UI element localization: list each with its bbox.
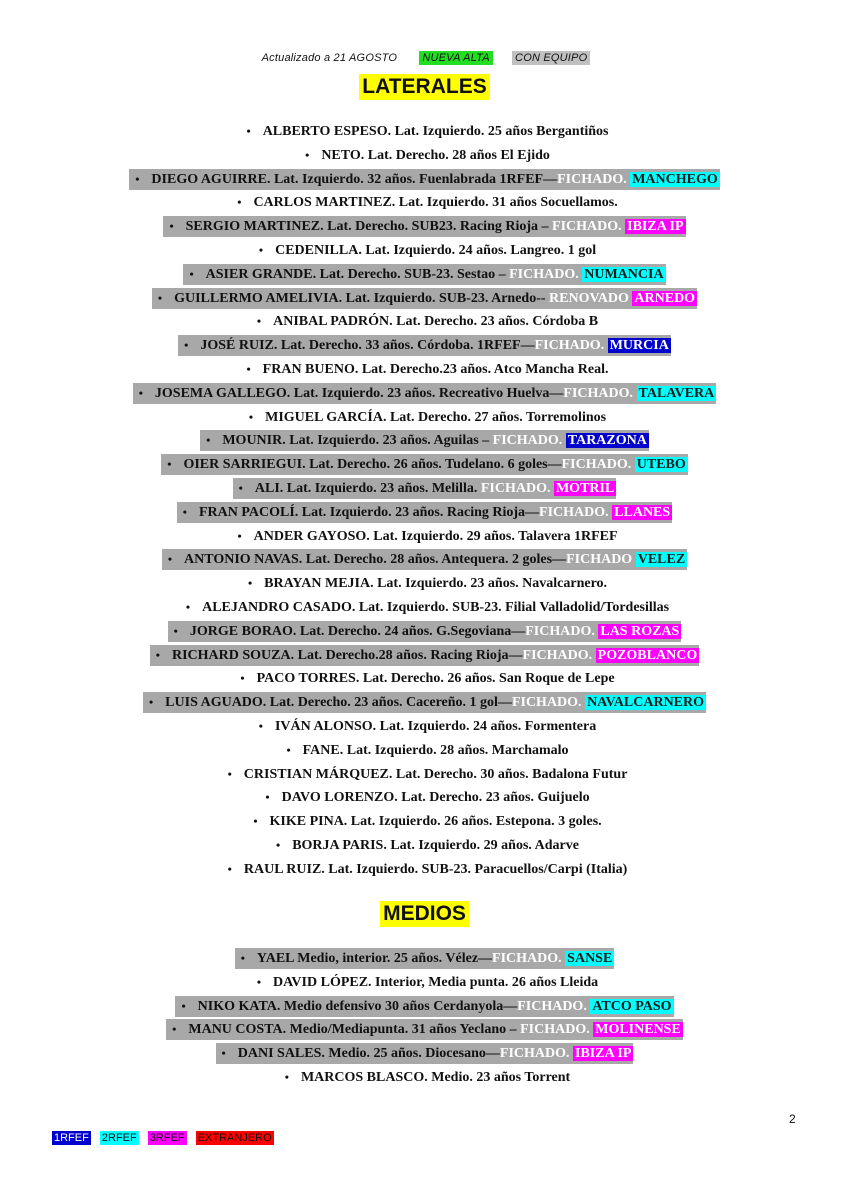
player-entry	[222, 859, 628, 880]
bullet-icon: •	[240, 951, 245, 965]
player-entry	[183, 264, 665, 285]
section-title-medios	[0, 901, 849, 927]
bullet-icon: •	[253, 814, 258, 829]
player-row	[0, 644, 849, 668]
player-entry	[175, 996, 673, 1017]
player-row	[0, 168, 849, 192]
player-entry	[129, 169, 720, 190]
player-row	[0, 667, 849, 691]
player-row	[0, 215, 849, 239]
player-text: ALBERTO ESPESO. Lat. Izquierdo. 25 años Bergantiños	[262, 124, 609, 139]
bullet-icon: •	[155, 647, 160, 662]
player-row	[0, 947, 849, 971]
player-text: FRAN BUENO. Lat. Derecho.23 años. Atco Mancha Real.	[262, 361, 609, 377]
player-row	[0, 971, 849, 995]
signing-status: FICHADO.	[552, 219, 622, 235]
player-row	[0, 382, 849, 406]
player-text: NIKO KATA. Medio defensivo 30 años Cerdanyola—	[197, 998, 518, 1014]
bullet-icon: •	[246, 361, 251, 376]
player-text: NETO. Lat. Derecho. 28 años El Ejido	[321, 147, 550, 163]
new-team-tag: LLANES	[614, 504, 671, 520]
player-row	[0, 572, 849, 596]
player-text: MIGUEL GARCÍA. Lat. Derecho. 27 años. Torremolinos	[265, 409, 607, 425]
player-entry	[234, 668, 614, 689]
player-row	[0, 453, 849, 477]
player-row	[0, 858, 849, 882]
player-entry	[279, 1067, 570, 1088]
legend-1rfef: 1RFEF	[54, 1132, 89, 1144]
bullet-icon: •	[256, 974, 262, 989]
bullet-icon: •	[185, 599, 191, 614]
player-entry	[233, 478, 617, 499]
player-entry	[200, 430, 649, 451]
player-text: DAVID LÓPEZ. Interior, Media punta. 26 años Lleida	[273, 974, 599, 990]
new-team-tag: MOLINENSE	[595, 1022, 681, 1038]
player-entry	[251, 972, 598, 993]
player-text: MANU COSTA. Medio/Mediapunta. 31 años Yeclano –	[188, 1022, 521, 1038]
player-text: DAVO LORENZO. Lat. Derecho. 23 años. Guijuelo	[281, 790, 590, 806]
player-text: MARCOS BLASCO. Medio. 23 años Torrent	[300, 1069, 571, 1085]
player-text: ANDER GAYOSO. Lat. Izquierdo. 29 años. Talavera 1RFEF	[253, 528, 618, 544]
signing-status: FICHADO.	[563, 385, 634, 401]
bullet-icon: •	[173, 623, 178, 638]
bullet-icon: •	[248, 409, 254, 424]
new-team-tag: TARAZONA	[567, 433, 647, 449]
new-team-tag: VELEZ	[637, 552, 686, 568]
player-row	[0, 1018, 849, 1042]
player-text: RICHARD SOUZA. Lat. Derecho.28 años. Racing Rioja—	[171, 647, 523, 663]
page-number: 2	[789, 1112, 796, 1126]
player-entry	[240, 121, 608, 142]
player-row	[0, 120, 849, 144]
section-title-laterales	[0, 74, 849, 100]
signing-status: FICHADO.	[492, 433, 563, 449]
bullet-icon: •	[238, 480, 243, 495]
signing-status: FICHADO.	[520, 1022, 590, 1038]
signing-status: FICHADO.	[539, 504, 609, 520]
player-row	[0, 995, 849, 1019]
player-entry	[222, 764, 628, 785]
player-entry	[166, 1019, 683, 1040]
player-entry	[270, 835, 579, 856]
nueva-alta-badge: NUEVA ALTA	[419, 51, 492, 65]
updated-label: Actualizado a 21 AGOSTO	[261, 52, 398, 64]
bullet-icon: •	[167, 457, 172, 472]
medios-heading: MEDIOS	[380, 901, 469, 927]
bullet-icon: •	[237, 528, 242, 543]
signing-status: FICHADO.	[557, 171, 627, 187]
player-row	[0, 334, 849, 358]
player-entry	[253, 240, 596, 261]
signing-status: FICHADO.	[522, 647, 593, 663]
player-entry	[150, 645, 699, 666]
medios-list	[0, 947, 849, 1090]
legend-3rfef: 3RFEF	[149, 1132, 185, 1144]
player-text: CEDENILLA. Lat. Izquierdo. 24 años. Langreo. 1 gol	[275, 242, 597, 258]
new-team-tag: NUMANCIA	[584, 266, 664, 282]
player-text: ANIBAL PADRÓN. Lat. Derecho. 23 años. Córdoba B	[273, 314, 599, 330]
player-row	[0, 620, 849, 644]
player-text: GUILLERMO AMELIVIA. Lat. Izquierdo. SUB-23. Arnedo--	[174, 290, 550, 306]
player-entry	[240, 359, 608, 380]
player-text: FANE. Lat. Izquierdo. 28 años. Marchamalo	[302, 742, 569, 758]
player-row	[0, 548, 849, 572]
player-entry	[161, 454, 688, 475]
player-text: KIKE PINA. Lat. Izquierdo. 26 años. Estepona. 3 goles.	[269, 814, 602, 830]
bullet-icon: •	[227, 766, 232, 781]
signing-status: RENOVADO	[549, 290, 629, 306]
new-team-tag: SANSE	[567, 951, 613, 966]
player-entry	[133, 383, 717, 404]
player-row	[0, 239, 849, 263]
update-header	[0, 52, 849, 64]
player-text: FRAN PACOLÍ. Lat. Izquierdo. 23 años. Racing Rioja—	[199, 504, 540, 520]
player-row	[0, 310, 849, 334]
player-row	[0, 144, 849, 168]
player-row	[0, 525, 849, 549]
bullet-icon: •	[227, 861, 232, 876]
player-row	[0, 810, 849, 834]
bullet-icon: •	[148, 695, 154, 710]
bullet-icon: •	[258, 718, 263, 733]
bullet-icon: •	[167, 552, 173, 567]
signing-status: FICHADO.	[517, 998, 587, 1014]
bullet-icon: •	[182, 504, 187, 519]
signing-status: FICHADO.	[480, 480, 551, 496]
legend-extranjero: EXTRANJERO	[197, 1132, 272, 1144]
player-text: JOSEMA GALLEGO. Lat. Izquierdo. 23 años. Recreativo Huelva—	[154, 385, 564, 401]
player-row	[0, 429, 849, 453]
player-entry	[180, 597, 669, 618]
player-text: BORJA PARIS. Lat. Izquierdo. 29 años. Adarve	[292, 837, 579, 853]
new-team-tag: IBIZA IP	[627, 219, 684, 235]
new-team-tag: POZOBLANCO	[597, 647, 698, 663]
signing-status: FICHADO.	[499, 1046, 570, 1062]
player-row	[0, 1042, 849, 1066]
new-team-tag: MURCIA	[609, 338, 669, 354]
player-row	[0, 1066, 849, 1090]
player-row	[0, 406, 849, 430]
player-row	[0, 691, 849, 715]
player-entry	[299, 145, 550, 166]
player-row	[0, 191, 849, 215]
signing-status: FICHADO	[566, 552, 633, 568]
bullet-icon: •	[284, 1069, 289, 1084]
bullet-icon: •	[286, 742, 291, 757]
player-text: PACO TORRES. Lat. Derecho. 26 años. San Roque de Lepe	[256, 671, 615, 687]
player-entry	[253, 716, 596, 737]
new-team-tag: NAVALCARNERO	[587, 695, 705, 711]
signing-status: FICHADO.	[525, 623, 595, 639]
new-team-tag: TALAVERA	[638, 385, 715, 401]
player-entry	[152, 288, 697, 309]
player-entry	[231, 192, 618, 213]
bullet-icon: •	[157, 290, 163, 305]
player-entry	[162, 549, 687, 570]
player-text: CRISTIAN MÁRQUEZ. Lat. Derecho. 30 años. Badalona Futur	[243, 766, 628, 782]
bullet-icon: •	[246, 124, 251, 138]
player-row	[0, 263, 849, 287]
player-text: IVÁN ALONSO. Lat. Izquierdo. 24 años. Formentera	[274, 718, 597, 734]
signing-status: FICHADO.	[511, 695, 582, 711]
laterales-heading: LATERALES	[359, 74, 489, 100]
player-text: CARLOS MARTINEZ. Lat. Izquierdo. 31 años Socuellamos.	[253, 195, 618, 211]
bullet-icon: •	[169, 219, 174, 234]
player-row	[0, 287, 849, 311]
player-text: ANTONIO NAVAS. Lat. Derecho. 28 años. Antequera. 2 goles—	[184, 552, 567, 568]
new-team-tag: UTEBO	[636, 457, 686, 473]
player-row	[0, 834, 849, 858]
player-row	[0, 501, 849, 525]
player-text: LUIS AGUADO. Lat. Derecho. 23 años. Cacereño. 1 gol—	[165, 695, 512, 711]
bullet-icon: •	[135, 171, 140, 186]
signing-status: FICHADO.	[492, 951, 562, 966]
new-team-tag: MANCHEGO	[632, 171, 718, 187]
player-text: SERGIO MARTINEZ. Lat. Derecho. SUB23. Racing Rioja –	[185, 219, 553, 235]
bullet-icon: •	[258, 242, 264, 257]
player-text: YAEL Medio, interior. 25 años. Vélez—	[256, 951, 493, 966]
new-team-tag: ATCO PASO	[592, 998, 672, 1014]
player-entry	[216, 1043, 634, 1064]
bullet-icon: •	[189, 266, 194, 281]
division-legend	[52, 1132, 280, 1144]
bullet-icon: •	[172, 1022, 177, 1037]
player-row	[0, 763, 849, 787]
player-entry	[231, 526, 617, 547]
player-row	[0, 358, 849, 382]
player-entry	[143, 692, 706, 713]
player-entry	[251, 311, 598, 332]
player-row	[0, 596, 849, 620]
player-entry	[247, 811, 601, 832]
new-team-tag: IBIZA IP	[575, 1046, 632, 1062]
bullet-icon: •	[265, 790, 270, 805]
player-entry	[280, 740, 568, 761]
player-text: BRAYAN MEJIA. Lat. Izquierdo. 23 años. Navalcarnero.	[264, 576, 608, 592]
bullet-icon: •	[256, 314, 262, 329]
player-text: JOSÉ RUIZ. Lat. Derecho. 33 años. Córdoba. 1RFEF—	[200, 338, 535, 354]
bullet-icon: •	[237, 195, 242, 210]
player-row	[0, 739, 849, 763]
new-team-tag: MOTRIL	[555, 480, 615, 496]
bullet-icon: •	[184, 338, 189, 353]
new-team-tag: ARNEDO	[634, 290, 696, 306]
player-row	[0, 786, 849, 810]
bullet-icon: •	[181, 998, 186, 1013]
player-entry	[259, 787, 589, 808]
player-text: ALEJANDRO CASADO. Lat. Izquierdo. SUB-23. Filial Valladolid/Tordesillas	[202, 599, 670, 615]
player-row	[0, 477, 849, 501]
signing-status: FICHADO.	[534, 338, 605, 354]
bullet-icon: •	[247, 576, 253, 591]
bullet-icon: •	[240, 671, 245, 686]
player-entry	[163, 216, 685, 237]
player-entry	[243, 407, 606, 428]
legend-2rfef: 2RFEF	[101, 1132, 137, 1144]
player-entry	[242, 573, 607, 594]
signing-status: FICHADO.	[561, 457, 632, 473]
bullet-icon: •	[305, 147, 310, 162]
player-text: RAUL RUIZ. Lat. Izquierdo. SUB-23. Paracuellos/Carpi (Italia)	[243, 861, 628, 877]
player-text: JORGE BORAO. Lat. Derecho. 24 años. G.Segoviana—	[189, 623, 526, 639]
player-text: ASIER GRANDE. Lat. Derecho. SUB-23. Sestao –	[205, 266, 510, 282]
laterales-list	[0, 120, 849, 882]
player-entry	[168, 621, 682, 642]
bullet-icon: •	[138, 385, 143, 400]
player-row	[0, 715, 849, 739]
player-text: DIEGO AGUIRRE. Lat. Izquierdo. 32 años. Fuenlabrada 1RFEF—	[151, 171, 558, 187]
player-entry	[235, 948, 615, 969]
bullet-icon: •	[276, 837, 281, 852]
player-text: ALI. Lat. Izquierdo. 23 años. Melilla.	[254, 480, 481, 496]
con-equipo-badge: CON EQUIPO	[512, 51, 590, 65]
player-text: DANI SALES. Medio. 25 años. Diocesano—	[237, 1046, 500, 1062]
player-entry	[178, 335, 671, 356]
signing-status: FICHADO.	[509, 266, 579, 282]
bullet-icon: •	[206, 433, 211, 448]
bullet-icon: •	[221, 1046, 226, 1061]
player-entry	[177, 502, 672, 523]
player-text: OIER SARRIEGUI. Lat. Derecho. 26 años. Tudelano. 6 goles—	[183, 457, 562, 473]
new-team-tag: LAS ROZAS	[600, 623, 680, 639]
player-text: MOUNIR. Lat. Izquierdo. 23 años. Aguilas –	[222, 433, 493, 449]
